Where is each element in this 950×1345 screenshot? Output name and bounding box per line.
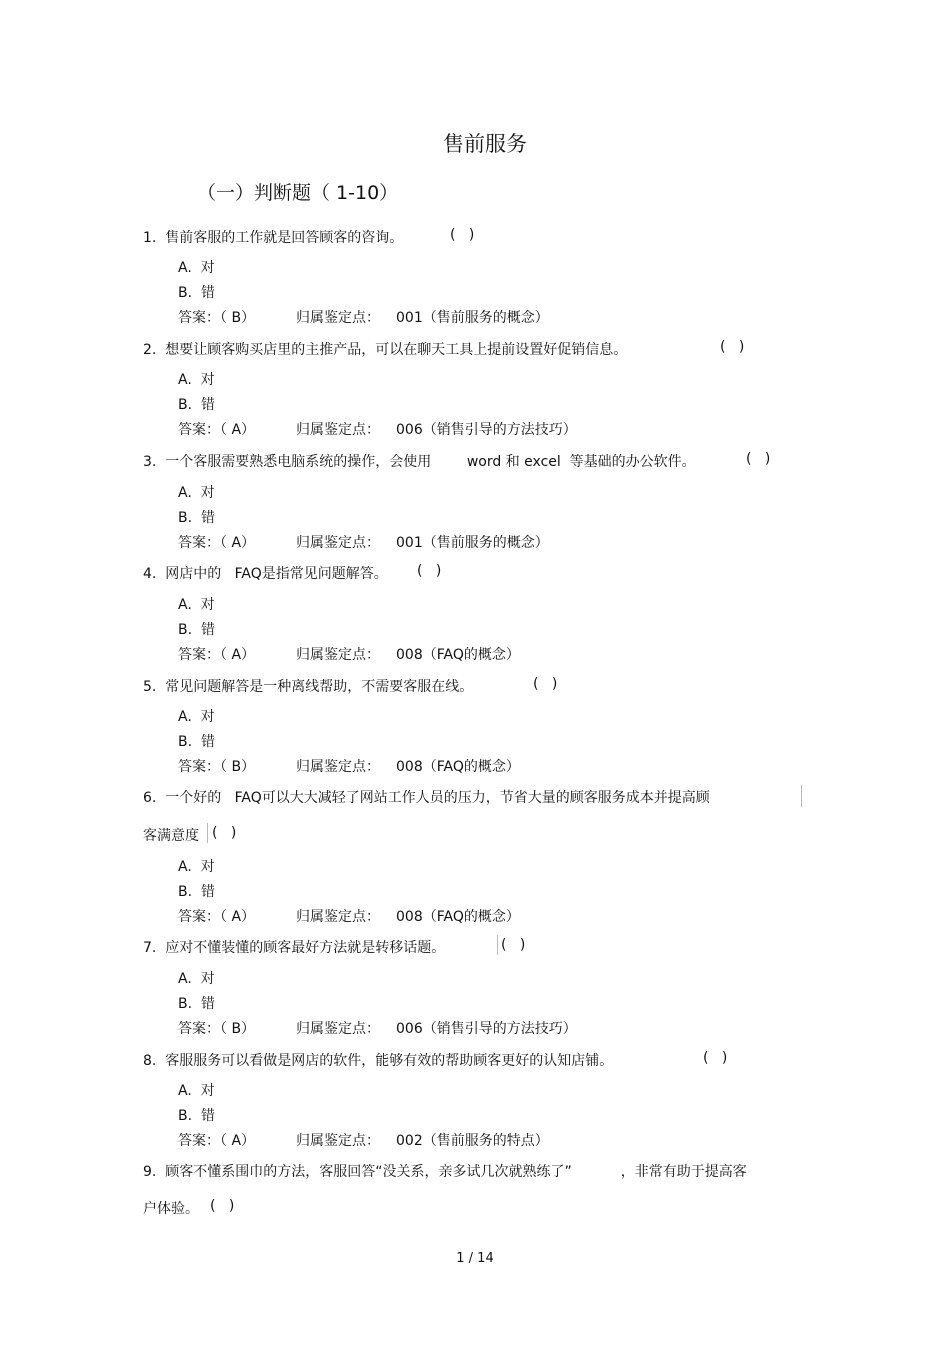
question-6-answer: 答案：（ A） 归属鉴定点： 008（FAQ的概念） xyxy=(178,909,520,925)
question-3-paren: ( ) xyxy=(746,451,771,467)
question-7-option-a: A. 对 xyxy=(178,971,215,987)
question-6-paren: ( ) xyxy=(212,825,237,841)
question-2-answer: 答案：（ A） 归属鉴定点： 006（销售引导的方法技巧） xyxy=(178,422,577,438)
question-5-option-a: A. 对 xyxy=(178,709,215,725)
margin-mark xyxy=(801,785,802,807)
question-9-continuation: 户体验。 xyxy=(143,1201,199,1217)
margin-mark xyxy=(497,935,498,955)
page-title: 售前服务 xyxy=(443,132,527,156)
question-3: 3. 一个客服需要熟悉电脑系统的操作，会使用 word 和 excel 等基础的办公软件。 xyxy=(143,454,696,470)
section-heading: （一）判断题（ 1-10） xyxy=(197,182,399,204)
question-1-paren: ( ) xyxy=(450,227,475,243)
question-1-option-b: B. 错 xyxy=(178,285,215,301)
question-5-paren: ( ) xyxy=(533,676,558,692)
question-4: 4. 网店中的 FAQ是指常见问题解答。 xyxy=(143,566,388,582)
question-2-paren: ( ) xyxy=(720,339,745,355)
question-2-option-b: B. 错 xyxy=(178,397,215,413)
question-6-continuation: 客满意度 xyxy=(143,828,199,844)
question-3-answer: 答案：（ A） 归属鉴定点： 001（售前服务的概念） xyxy=(178,535,549,551)
question-4-answer: 答案：（ A） 归属鉴定点： 008（FAQ的概念） xyxy=(178,647,520,663)
question-1-option-a: A. 对 xyxy=(178,260,215,276)
question-3-option-a: A. 对 xyxy=(178,485,215,501)
question-8: 8. 客服服务可以看做是网店的软件，能够有效的帮助顾客更好的认知店铺。 xyxy=(143,1053,614,1069)
question-2: 2. 想要让顾客购买店里的主推产品，可以在聊天工具上提前设置好促销信息。 xyxy=(143,342,628,358)
question-2-option-a: A. 对 xyxy=(178,372,215,388)
question-7-answer: 答案：（ B） 归属鉴定点： 006（销售引导的方法技巧） xyxy=(178,1021,577,1037)
question-5-option-b: B. 错 xyxy=(178,734,215,750)
question-7-option-b: B. 错 xyxy=(178,996,215,1012)
question-6: 6. 一个好的 FAQ可以大大减轻了网站工作人员的压力，节省大量的顾客服务成本并提高顾 xyxy=(143,790,710,806)
question-4-option-b: B. 错 xyxy=(178,622,215,638)
margin-mark xyxy=(207,823,208,843)
question-9-paren: ( ) xyxy=(210,1198,235,1214)
question-9: 9. 顾客不懂系围巾的方法，客服回答“没关系，亲多试几次就熟练了” ，非常有助于提高客 xyxy=(143,1164,747,1180)
question-3-option-b: B. 错 xyxy=(178,510,215,526)
question-8-paren: ( ) xyxy=(703,1050,728,1066)
question-7-paren: ( ) xyxy=(501,937,526,953)
question-1: 1. 售前客服的工作就是回答顾客的咨询。 xyxy=(143,230,404,246)
question-1-answer: 答案：（ B） 归属鉴定点： 001（售前服务的概念） xyxy=(178,310,549,326)
question-4-paren: ( ) xyxy=(417,563,442,579)
question-8-option-a: A. 对 xyxy=(178,1083,215,1099)
question-6-option-b: B. 错 xyxy=(178,884,215,900)
question-6-option-a: A. 对 xyxy=(178,859,215,875)
question-8-option-b: B. 错 xyxy=(178,1108,215,1124)
question-5-answer: 答案：（ B） 归属鉴定点： 008（FAQ的概念） xyxy=(178,759,520,775)
question-8-answer: 答案：（ A） 归属鉴定点： 002（售前服务的特点） xyxy=(178,1133,549,1149)
question-5: 5. 常见问题解答是一种离线帮助，不需要客服在线。 xyxy=(143,679,474,695)
page-number: 1 / 14 xyxy=(456,1251,494,1266)
question-4-option-a: A. 对 xyxy=(178,597,215,613)
question-7: 7. 应对不懂装懂的顾客最好方法就是转移话题。 xyxy=(143,940,446,956)
